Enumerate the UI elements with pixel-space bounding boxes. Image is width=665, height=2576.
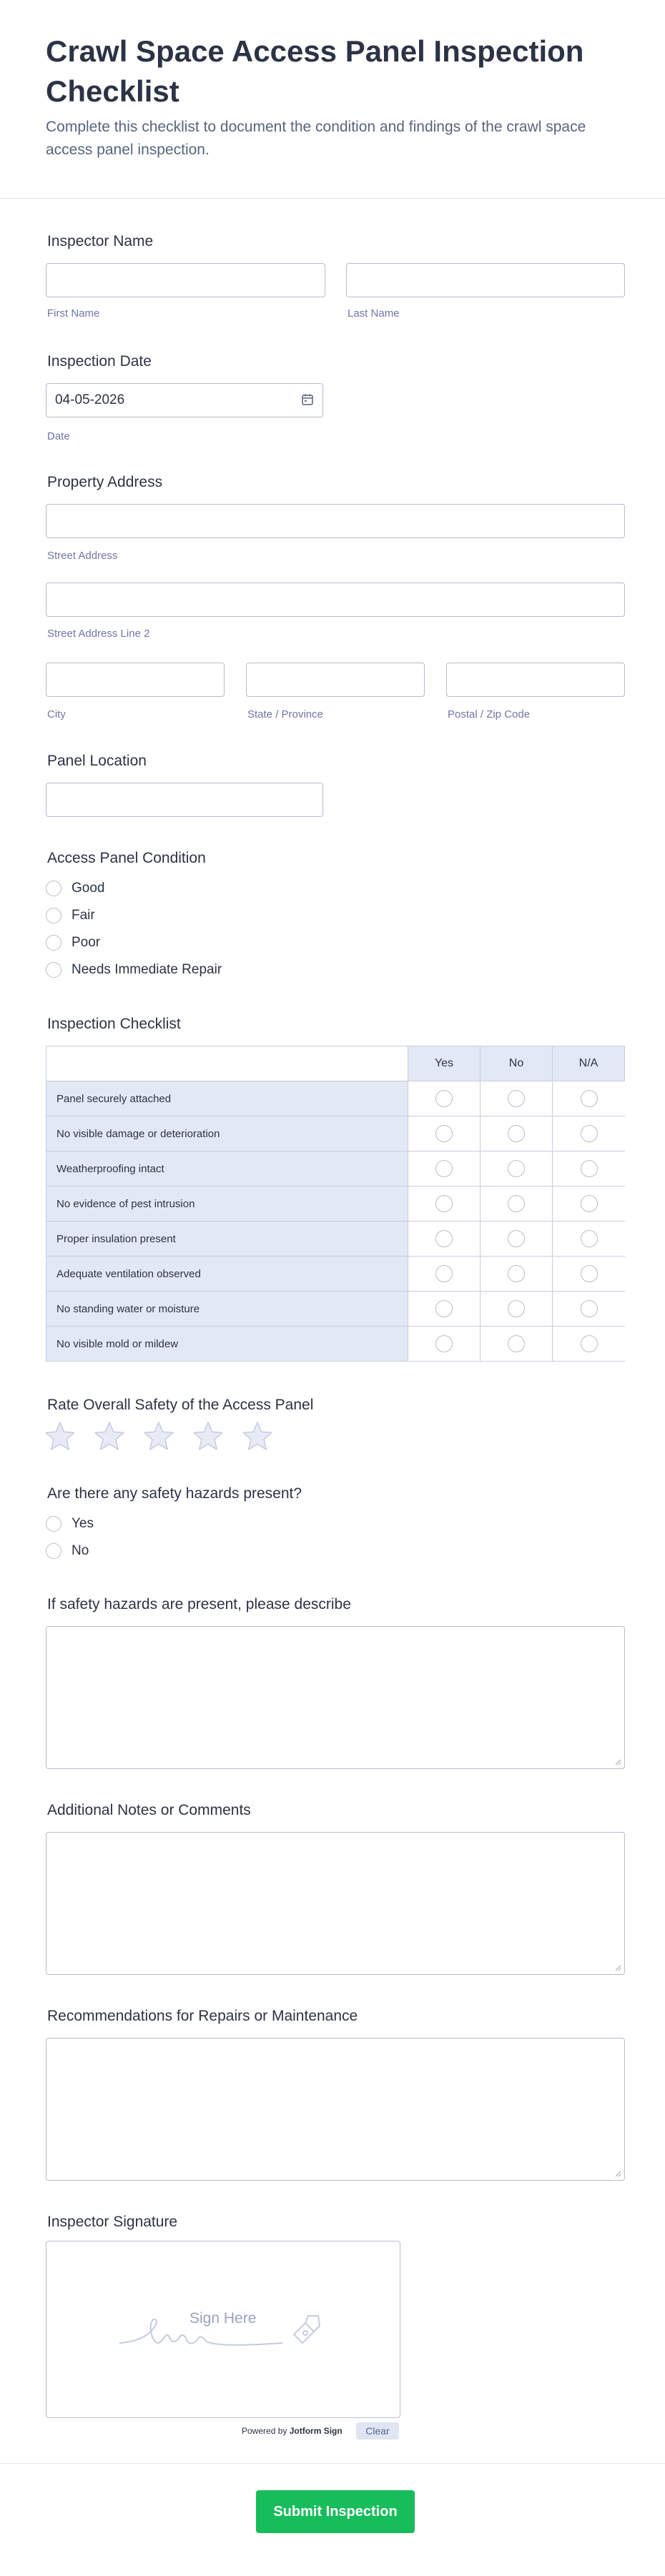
inspection-date-label: Inspection Date <box>47 353 152 370</box>
star-icon[interactable] <box>192 1421 224 1451</box>
zip-input[interactable] <box>446 663 625 697</box>
matrix-radio-button[interactable] <box>435 1300 453 1317</box>
first-name-input[interactable] <box>46 263 325 297</box>
matrix-row-label: Panel securely attached <box>46 1081 408 1116</box>
matrix-radio-button[interactable] <box>435 1195 453 1212</box>
condition-option-label: Needs Immediate Repair <box>72 962 222 977</box>
signature-label: Inspector Signature <box>47 2214 178 2230</box>
matrix-radio-button[interactable] <box>435 1090 453 1107</box>
hazards-option-label: Yes <box>72 1516 94 1531</box>
matrix-cell-yes[interactable] <box>408 1291 480 1326</box>
notes-label: Additional Notes or Comments <box>47 1802 251 1818</box>
matrix-row-label: Proper insulation present <box>46 1221 408 1256</box>
footer-divider <box>0 2463 665 2464</box>
matrix-cell-yes[interactable] <box>408 1256 480 1291</box>
matrix-cell-no[interactable] <box>480 1151 552 1186</box>
matrix-radio-button[interactable] <box>581 1265 598 1282</box>
matrix-row-label: No visible damage or deterioration <box>46 1116 408 1151</box>
condition-option-label: Good <box>72 881 105 896</box>
matrix-radio-button[interactable] <box>508 1125 525 1142</box>
matrix-cell-no[interactable] <box>480 1081 552 1116</box>
matrix-cell-yes[interactable] <box>408 1151 480 1186</box>
street-address-line2-sublabel: Street Address Line 2 <box>47 628 150 640</box>
condition-label: Access Panel Condition <box>47 850 206 866</box>
powered-by-brand[interactable]: Jotform Sign <box>289 2426 343 2436</box>
matrix-radio-button[interactable] <box>435 1160 453 1177</box>
powered-by-prefix: Powered by <box>242 2426 287 2436</box>
matrix-cell-na[interactable] <box>552 1151 625 1186</box>
city-sublabel: City <box>47 708 66 720</box>
star-icon[interactable] <box>143 1421 174 1451</box>
hazards-option-label: No <box>72 1543 89 1558</box>
matrix-cell-na[interactable] <box>552 1221 625 1256</box>
signature-placeholder: Sign Here <box>189 2310 257 2327</box>
powered-by-text <box>242 2426 343 2436</box>
matrix-radio-button[interactable] <box>508 1230 525 1247</box>
recommendations-textarea[interactable] <box>46 2038 625 2181</box>
matrix-column-yes: Yes <box>408 1046 480 1081</box>
date-input[interactable] <box>46 383 323 417</box>
matrix-radio-button[interactable] <box>581 1160 598 1177</box>
radio-button[interactable] <box>46 908 61 923</box>
matrix-radio-button[interactable] <box>581 1125 598 1142</box>
radio-button[interactable] <box>46 881 61 896</box>
first-name-sublabel: First Name <box>47 307 100 319</box>
matrix-cell-yes[interactable] <box>408 1326 480 1361</box>
state-input[interactable] <box>246 663 425 697</box>
signature-pad[interactable] <box>46 2241 400 2418</box>
form-subtitle: Complete this checklist to document the condition and findings of the crawl space access panel inspection. <box>46 119 586 158</box>
radio-button[interactable] <box>46 935 61 951</box>
matrix-cell-na[interactable] <box>552 1186 625 1221</box>
checklist-matrix <box>46 1046 625 1362</box>
street-address-sublabel: Street Address <box>47 550 118 562</box>
resize-grip-icon[interactable] <box>614 2170 621 2177</box>
hazards-option-no[interactable] <box>46 1542 189 1562</box>
matrix-row-label: No standing water or moisture <box>46 1291 408 1326</box>
matrix-row-label: No visible mold or mildew <box>46 1326 408 1361</box>
matrix-radio-button[interactable] <box>435 1125 453 1142</box>
matrix-cell-yes[interactable] <box>408 1081 480 1116</box>
matrix-cell-yes[interactable] <box>408 1186 480 1221</box>
zip-sublabel: Postal / Zip Code <box>448 708 531 720</box>
form-title: Crawl Space Access Panel Inspection Checklist <box>46 34 584 108</box>
matrix-radio-button[interactable] <box>508 1335 525 1352</box>
matrix-radio-button[interactable] <box>581 1090 598 1107</box>
matrix-cell-no[interactable] <box>480 1186 552 1221</box>
hazard-description-textarea[interactable] <box>46 1626 625 1769</box>
radio-button[interactable] <box>46 1516 61 1532</box>
hazard-description-label: If safety hazards are present, please describe <box>47 1596 351 1613</box>
matrix-radio-button[interactable] <box>581 1195 598 1212</box>
street-address-line2-input[interactable] <box>46 583 625 617</box>
form-header <box>0 0 665 199</box>
matrix-column-no: No <box>480 1046 552 1081</box>
condition-option-poor[interactable] <box>46 933 260 953</box>
state-sublabel: State / Province <box>247 708 323 720</box>
matrix-radio-button[interactable] <box>508 1160 525 1177</box>
matrix-cell-no[interactable] <box>480 1256 552 1291</box>
matrix-cell-no[interactable] <box>480 1326 552 1361</box>
matrix-cell-na[interactable] <box>552 1116 625 1151</box>
matrix-radio-button[interactable] <box>581 1230 598 1247</box>
matrix-radio-button[interactable] <box>508 1090 525 1107</box>
recommendations-label: Recommendations for Repairs or Maintenance <box>47 2008 358 2024</box>
radio-button[interactable] <box>46 1543 61 1559</box>
matrix-cell-no[interactable] <box>480 1116 552 1151</box>
clear-signature-button[interactable]: Clear <box>356 2422 399 2439</box>
checklist-label: Inspection Checklist <box>47 1016 181 1032</box>
hazards-label: Are there any safety hazards present? <box>47 1485 302 1502</box>
date-value: 04-05-2026 <box>55 392 125 407</box>
matrix-cell-na[interactable] <box>552 1291 625 1326</box>
matrix-row-label: Adequate ventilation observed <box>46 1256 408 1291</box>
matrix-radio-button[interactable] <box>508 1300 525 1317</box>
matrix-column-na: N/A <box>552 1046 624 1081</box>
condition-option-needs-repair[interactable] <box>46 961 260 981</box>
last-name-sublabel: Last Name <box>348 307 400 319</box>
city-input[interactable] <box>46 663 225 697</box>
condition-option-good[interactable] <box>46 879 260 899</box>
star-icon[interactable] <box>242 1421 273 1451</box>
property-address-label: Property Address <box>47 474 163 490</box>
panel-location-label: Panel Location <box>47 753 147 769</box>
matrix-radio-button[interactable] <box>435 1335 453 1352</box>
condition-option-label: Poor <box>72 935 101 950</box>
star-icon[interactable] <box>44 1421 76 1451</box>
condition-option-fair[interactable] <box>46 906 260 926</box>
radio-button[interactable] <box>46 962 61 978</box>
last-name-input[interactable] <box>346 263 625 297</box>
matrix-cell-yes[interactable] <box>408 1221 480 1256</box>
matrix-radio-button[interactable] <box>508 1195 525 1212</box>
matrix-cell-na[interactable] <box>552 1256 625 1291</box>
resize-grip-icon[interactable] <box>614 1758 621 1765</box>
matrix-cell-na[interactable] <box>552 1326 625 1361</box>
date-sublabel: Date <box>47 430 70 442</box>
matrix-cell-no[interactable] <box>480 1291 552 1326</box>
matrix-row-label: Weatherproofing intact <box>46 1151 408 1186</box>
matrix-row-label: No evidence of pest intrusion <box>46 1186 408 1221</box>
matrix-cell-no[interactable] <box>480 1221 552 1256</box>
star-icon[interactable] <box>94 1421 125 1451</box>
resize-grip-icon[interactable] <box>614 1964 621 1971</box>
condition-option-label: Fair <box>72 908 95 923</box>
matrix-radio-button[interactable] <box>435 1265 453 1282</box>
rating-label: Rate Overall Safety of the Access Panel <box>47 1397 314 1413</box>
hazards-option-yes[interactable] <box>46 1515 189 1535</box>
submit-button[interactable]: Submit Inspection <box>256 2490 415 2533</box>
calendar-icon[interactable] <box>301 393 314 406</box>
panel-location-input[interactable] <box>46 783 323 817</box>
matrix-radio-button[interactable] <box>508 1265 525 1282</box>
matrix-cell-na[interactable] <box>552 1081 625 1116</box>
matrix-radio-button[interactable] <box>435 1230 453 1247</box>
matrix-cell-yes[interactable] <box>408 1116 480 1151</box>
matrix-radio-button[interactable] <box>581 1335 598 1352</box>
inspector-name-label: Inspector Name <box>47 233 154 249</box>
notes-textarea[interactable] <box>46 1832 625 1975</box>
street-address-input[interactable] <box>46 504 625 538</box>
matrix-radio-button[interactable] <box>581 1300 598 1317</box>
